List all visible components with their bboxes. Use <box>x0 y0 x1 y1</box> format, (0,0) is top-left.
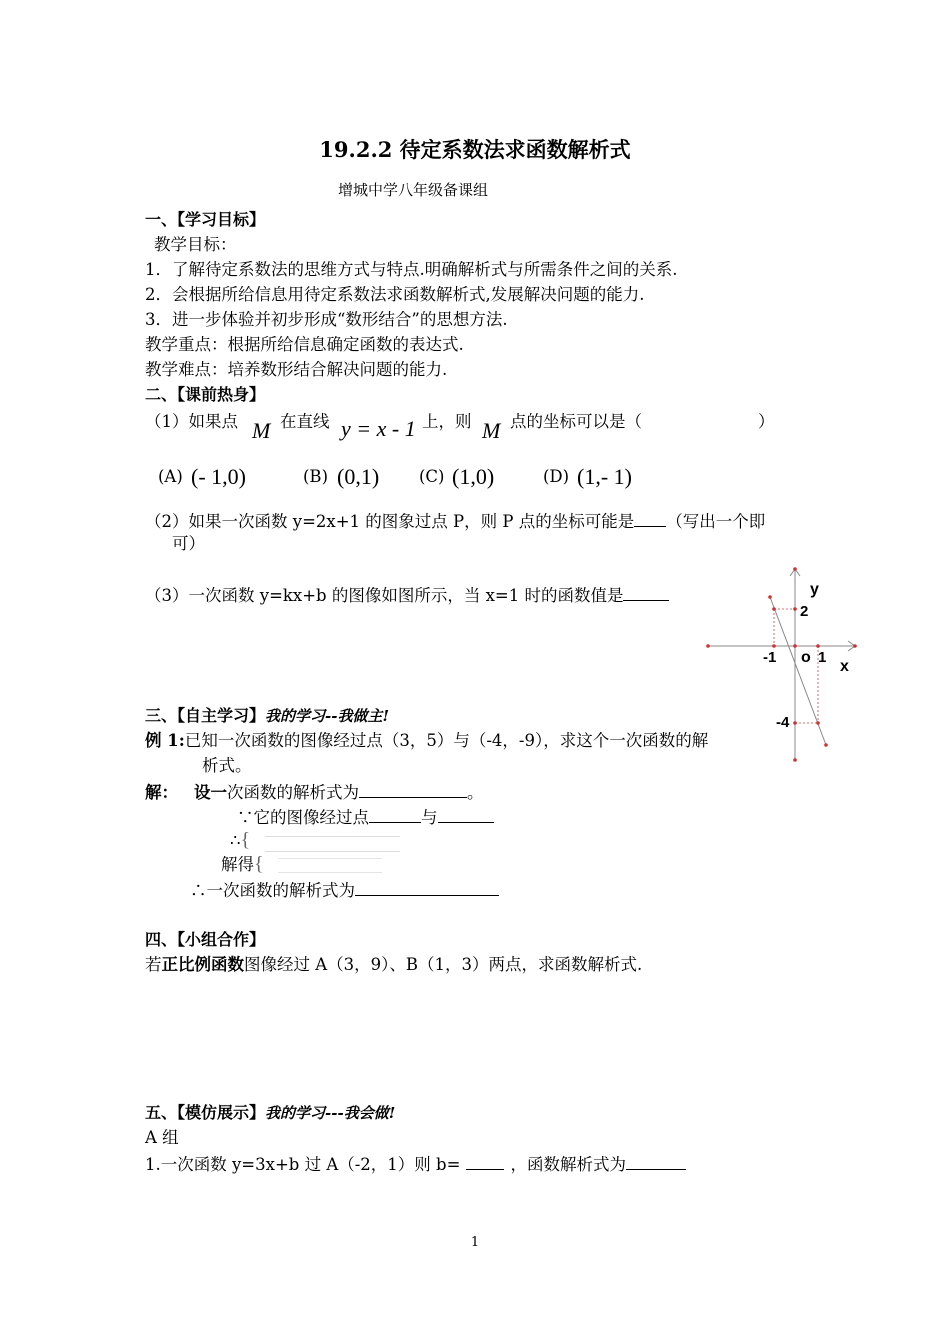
section-5-q1 <box>145 1152 686 1176</box>
q3-text: （3）一次函数 y=kx+b 的图像如图所示，当 x=1 时的函数值是 <box>145 586 624 605</box>
option-a-value: (- 1,0) <box>191 464 246 489</box>
section-5-heading-line <box>145 1102 395 1124</box>
solution-end: 。 <box>467 783 484 802</box>
expression-blank[interactable] <box>626 1152 686 1170</box>
option-a-label: (A) <box>158 467 183 486</box>
page-title: 19.2.2 待定系数法求函数解析式 <box>319 137 631 162</box>
b-value-blank[interactable] <box>466 1152 504 1170</box>
origin-label: o <box>801 649 811 666</box>
example-1-line-2: 析式。 <box>202 756 252 775</box>
example-1-label: 例 1: <box>145 731 185 750</box>
difficult-point: 教学难点：培养数形结合解决问题的能力. <box>145 360 448 379</box>
example-1-text: 已知一次函数的图像经过点（3，5）与（-4，-9），求这个一次函数的解 <box>184 731 709 750</box>
linear-function-graph <box>700 565 870 765</box>
q1-part-a: （1）如果点 <box>145 412 238 431</box>
and-text: 与 <box>421 808 438 827</box>
page-number: 1 <box>470 1235 480 1250</box>
option-d-label: (D) <box>543 467 570 486</box>
conclusion-blank[interactable] <box>355 878 499 896</box>
solution-brace: { <box>254 853 264 875</box>
therefore-symbol: ∴ <box>230 831 241 850</box>
solution-label: 解： <box>145 783 178 802</box>
solution-line-4 <box>221 853 264 876</box>
q3-line <box>145 583 669 607</box>
q1-part-c: 上，则 <box>422 412 472 431</box>
problem-text-a: 若 <box>145 955 162 974</box>
author-line: 增城中学八年级备课组 <box>338 181 489 199</box>
equation-system-brace: { <box>240 829 251 851</box>
q1-part-e: ） <box>758 412 775 431</box>
q2-answer-blank[interactable] <box>634 509 666 527</box>
option-d-value: (1,- 1) <box>577 464 632 489</box>
problem-text-c: 图像经过 A（3，9）、B（1，3）两点，求函数解析式. <box>244 955 643 974</box>
example-1-line-1 <box>145 730 708 752</box>
solution-line-3 <box>230 829 250 852</box>
objective-3: 3．进一步体验并初步形成“数形结合”的思想方法. <box>145 310 508 329</box>
option-c-value: (1,0) <box>452 464 495 489</box>
section-3-heading-line <box>145 705 389 727</box>
solution-line-2 <box>237 805 494 829</box>
q1-part-d: 点的坐标可以是（ <box>510 412 642 431</box>
tick-label-1: 1 <box>818 649 827 666</box>
tick-label-2: 2 <box>800 603 809 620</box>
q2-tail: （写出一个即 <box>666 512 766 531</box>
section-4-heading: 四、【小组合作】 <box>145 930 266 949</box>
q1-line-equation: y = x - 1 <box>341 416 416 441</box>
section-1-heading: 一、【学习目标】 <box>145 210 266 229</box>
solution-rest: 次函数的解析式为 <box>227 783 359 802</box>
section-5-heading: 五、【模仿展示】 <box>145 1103 266 1122</box>
tick-label-neg1: -1 <box>763 649 777 666</box>
solution-set: 设一 <box>194 783 227 802</box>
section-2-heading: 二、【课前热身】 <box>145 385 266 404</box>
section-5-motto: 我的学习---我会做! <box>265 1104 396 1122</box>
objectives-intro: 教学目标： <box>154 235 237 254</box>
section-4-problem <box>145 954 642 976</box>
q1-part-b: 在直线 <box>280 412 330 431</box>
q2-line-1 <box>145 509 765 533</box>
q2-text: （2）如果一次函数 y=2x+1 的图象过点 P，则 P 点的坐标可能是 <box>145 512 635 531</box>
group-a-label: A 组 <box>145 1128 179 1147</box>
problem-text-b: 正比例函数 <box>161 955 244 974</box>
option-b-label: (B) <box>303 467 328 486</box>
conclusion-text: ∴一次函数的解析式为 <box>190 881 355 900</box>
q1-text-b: ，函数解析式为 <box>510 1155 626 1174</box>
q1-text-a: 1.一次函数 y=3x+b 过 A（-2，1）则 b= <box>145 1155 461 1174</box>
q3-answer-blank[interactable] <box>623 583 669 601</box>
equation-system-box[interactable] <box>265 836 400 852</box>
q1-point-m-2: M <box>482 418 501 443</box>
point-2-blank[interactable] <box>438 805 494 823</box>
q1-point-m: M <box>252 418 271 443</box>
section-3-heading: 三、【自主学习】 <box>145 706 266 725</box>
q2-line-2: 可） <box>172 534 205 553</box>
solution-line-5 <box>190 878 499 902</box>
objective-2: 2．会根据所给信息用待定系数法求函数解析式,发展解决问题的能力. <box>145 285 645 304</box>
solution-values-box[interactable] <box>278 858 382 873</box>
key-point: 教学重点：根据所给信息确定函数的表达式. <box>145 335 464 354</box>
tick-label-neg4: -4 <box>776 714 790 731</box>
objective-1: 1．了解待定系数法的思维方式与特点.明确解析式与所需条件之间的关系. <box>145 260 678 279</box>
y-axis-label: y <box>810 581 819 598</box>
option-b-value: (0,1) <box>337 464 380 489</box>
section-3-motto: 我的学习--我做主! <box>265 707 390 725</box>
option-c-label: (C) <box>419 467 445 486</box>
solve-text: 解得 <box>221 855 254 874</box>
because-text: ∵它的图像经过点 <box>237 808 369 827</box>
point-1-blank[interactable] <box>369 805 421 823</box>
x-axis-label: x <box>840 658 849 675</box>
solution-expression-blank[interactable] <box>359 780 467 798</box>
solution-line-1 <box>145 780 484 804</box>
